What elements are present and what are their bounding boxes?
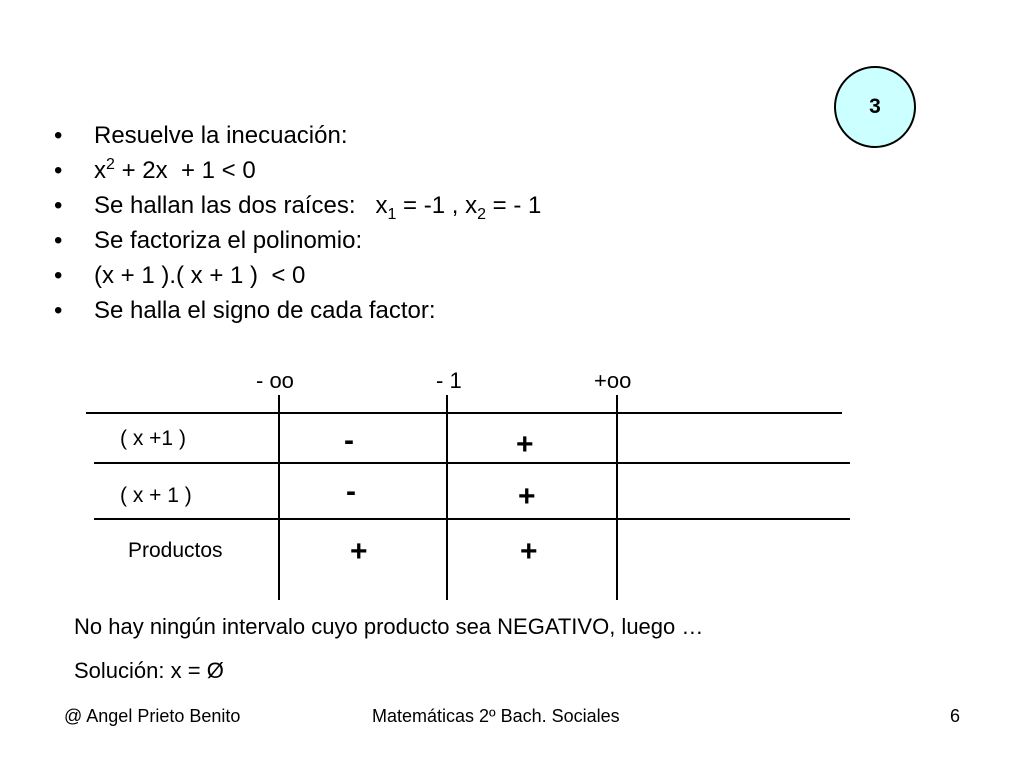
bullet-list [54, 118, 541, 328]
root-subscript-2: 2 [477, 205, 486, 223]
sign-product-right: + [520, 535, 538, 568]
bullet-item [54, 223, 541, 258]
sign-factor1-right: + [516, 428, 534, 461]
sign-product-left: + [350, 535, 368, 568]
sign-factor2-right: + [518, 480, 536, 513]
badge-number: 3 [869, 95, 881, 118]
bullet-dot: • [54, 122, 63, 149]
bullet-item [54, 188, 541, 223]
footer-author: @ Angel Prieto Benito [64, 706, 241, 726]
bullet-dot: • [54, 262, 63, 289]
header-minus-infinity: - oo [256, 368, 294, 393]
conclusion-text: No hay ningún intervalo cuyo producto sea NEGATIVO, luego … [74, 614, 704, 639]
table-column-divider [616, 395, 618, 600]
inequation-rest: + 2x + 1 < 0 [114, 157, 256, 184]
sign-factor2-left: - [346, 475, 356, 508]
table-column-divider [278, 395, 280, 600]
roots-text: Se hallan las dos raíces: x [94, 192, 388, 219]
solution-text: Solución: x = Ø [74, 658, 224, 683]
bullet-item [54, 153, 541, 188]
bullet-item [54, 293, 541, 328]
root-subscript-1: 1 [387, 205, 397, 223]
bullet-item [54, 118, 541, 153]
inequation-base: x [94, 157, 106, 184]
bullet-text: Se halla el signo de cada factor: [94, 297, 436, 324]
row-label-products: Productos [128, 539, 223, 562]
bullet-text: Resuelve la inecuación: [94, 122, 348, 149]
bullet-item [54, 258, 541, 293]
header-root: - 1 [436, 368, 462, 393]
bullet-dot: • [54, 227, 63, 254]
footer-page-number: 6 [950, 706, 961, 726]
bullet-dot: • [54, 157, 63, 184]
bullet-text: (x + 1 ).( x + 1 ) < 0 [94, 262, 306, 289]
roots-mid: = -1 , x [396, 192, 478, 219]
inequation-exponent: 2 [106, 156, 115, 173]
row-label-factor-1: ( x +1 ) [120, 427, 186, 450]
header-plus-infinity: +oo [594, 368, 632, 393]
row-label-factor-2: ( x + 1 ) [120, 484, 192, 507]
table-column-divider [446, 395, 448, 600]
table-row-divider [94, 518, 850, 520]
sign-factor1-left: - [344, 424, 354, 457]
bullet-dot: • [54, 297, 63, 324]
table-top-line [86, 412, 842, 414]
slide-number-badge [834, 66, 916, 148]
roots-end: = - 1 [486, 192, 542, 219]
table-row-divider [94, 462, 850, 464]
bullet-text: Se factoriza el polinomio: [94, 227, 363, 254]
bullet-dot: • [54, 192, 63, 219]
footer-course: Matemáticas 2º Bach. Sociales [372, 706, 620, 726]
